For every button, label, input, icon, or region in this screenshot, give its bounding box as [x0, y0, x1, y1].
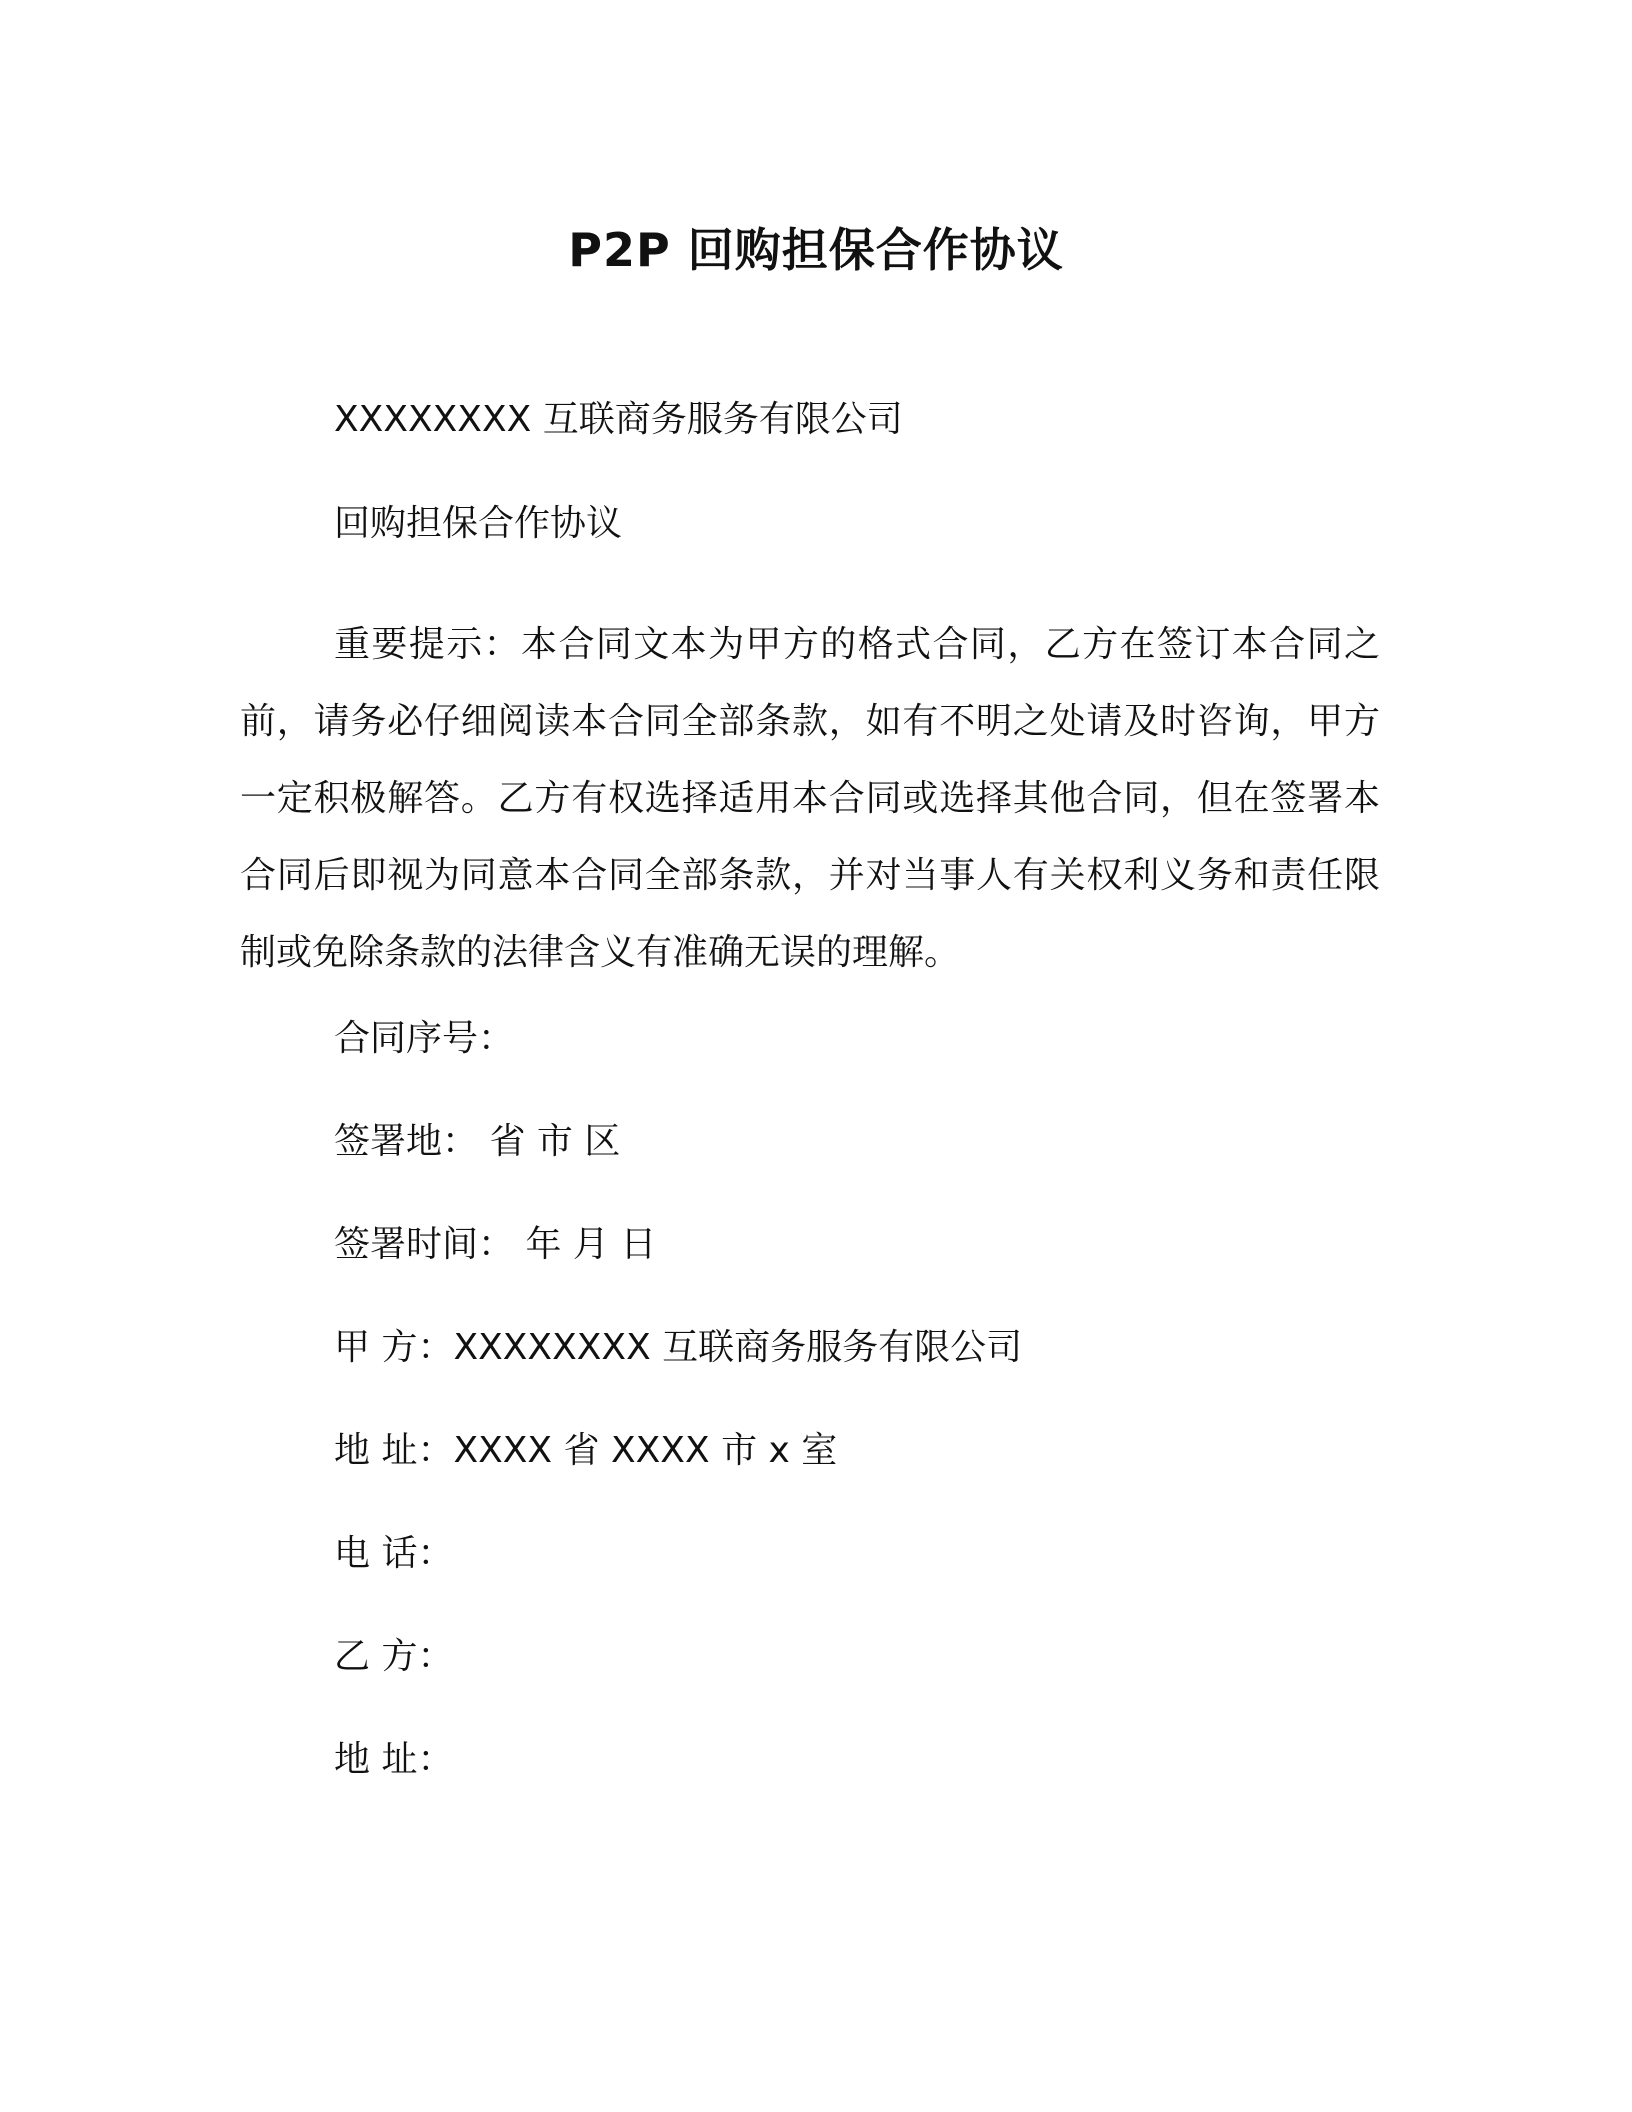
agreement-subtitle: 回购担保合作协议	[334, 503, 623, 544]
phone-field: 电 话：	[334, 1533, 454, 1574]
party-b-address-field: 地 址：	[334, 1739, 454, 1780]
signing-place-field: 签署地： 省 市 区	[334, 1121, 621, 1162]
company-line: XXXXXXXX 互联商务服务有限公司	[334, 399, 903, 440]
party-a-address-field: 地 址：XXXX 省 XXXX 市 x 室	[334, 1430, 838, 1471]
party-b-field: 乙 方：	[334, 1636, 454, 1677]
party-a-field: 甲 方：XXXXXXXX 互联商务服务有限公司	[334, 1327, 1023, 1368]
document-title: P2P 回购担保合作协议	[568, 223, 1064, 277]
signing-time-field: 签署时间： 年 月 日	[334, 1224, 657, 1265]
important-notice: 重要提示：本合同文本为甲方的格式合同，乙方在签订本合同之前，请务必仔细阅读本合同全部条款，如有不明之处请及时咨询，甲方一定积极解答。乙方有权选择适用本合同或选择其他合同，但在签署本合同后即视为同意本合同全部条款，并对当事人有关权利义务和责任限制或免除条款的法律含义有准确无误的理解。	[240, 624, 1380, 973]
contract-number-field: 合同序号：	[334, 1018, 515, 1059]
